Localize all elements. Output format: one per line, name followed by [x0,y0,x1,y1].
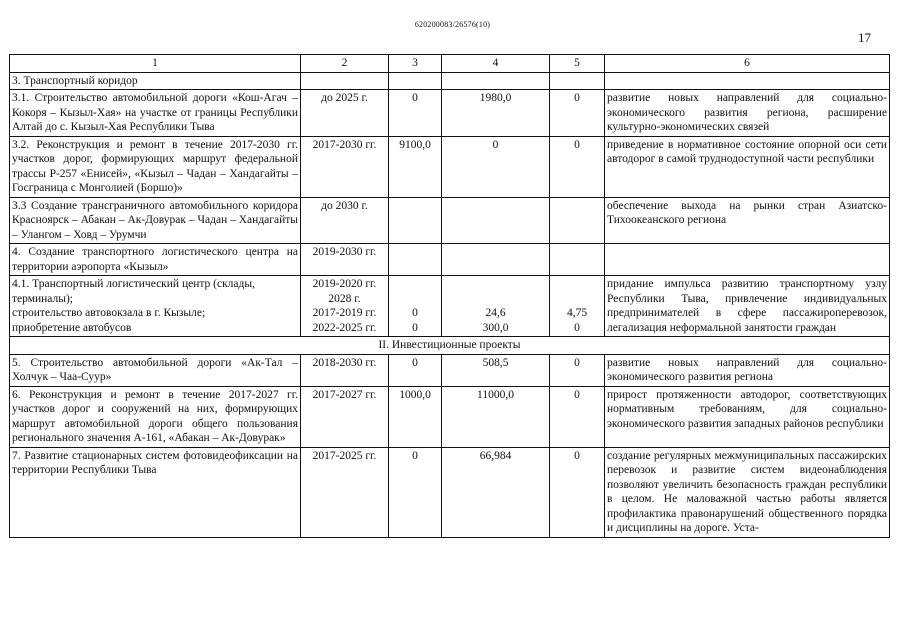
project-period: 2019-2030 гг. [301,244,389,276]
project-period: 2017-2030 гг. [301,136,389,197]
project-name-part: 4.1. Транспортный логистический центр (склады, терминалы); [12,278,255,305]
cell-value: 0 [550,136,605,197]
value-part: 300,0 [482,321,509,334]
project-result: прирост протяженности автодорог, соответствующих нормативным требованиям, для социально-экономического развития западных районов республики [605,386,890,447]
cell-value: 1980,0 [442,90,550,137]
projects-table [9,54,890,538]
project-result: придание импульса развитию транспортному узлу Республики Тыва, привлечение индивидуальных предпринимателей в сфере пассажироперевозок, легализация неформальной занятости граждан [605,276,890,337]
cell-value [550,197,605,244]
value-part: 24,6 [485,307,506,319]
table-row [10,337,890,355]
period-part: 2028 г. [328,292,361,305]
column-header: 1 [10,55,301,73]
column-header: 5 [550,55,605,73]
period-part: 2019-2020 гг. [312,278,377,290]
project-period: до 2025 г. [301,90,389,137]
table-row [10,72,890,90]
table-row [10,447,890,537]
table-row [10,136,890,197]
cell-value [389,197,442,244]
cell-value: 0 [389,90,442,137]
project-result: приведение в нормативное состояние опорной оси сети автодорог в самой труднодоступной части республики [605,136,890,197]
table-row [10,244,890,276]
cell-value: 0 [550,447,605,537]
cell-value: 508,5 [442,354,550,386]
cell-value: 0 [389,354,442,386]
column-header: 2 [301,55,389,73]
project-period: 2017-2027 гг. [301,386,389,447]
table-header-row [10,55,890,73]
page-number: 17 [858,30,871,45]
project-period: до 2030 г. [301,197,389,244]
project-period [301,276,389,337]
cell-value: 0 [442,136,550,197]
value-part: 4,75 [566,307,588,319]
project-name: 3.1. Строительство автомобильной дороги «Кош-Агач – Кокоря – Кызыл-Хая» на участке от границы Республики Алтай до с. Кызыл-Хая Республики Тыва [10,90,301,137]
cell-value: 0 [389,447,442,537]
project-name: 3.3 Создание трансграничного автомобильного коридора Красноярск – Абакан – Ак-Довурак – Чадан – Хандагайты – Улангом – Ховд – Урумчи [10,197,301,244]
period-part: 2022-2025 гг. [312,321,377,334]
project-name: 5. Строительство автомобильной дороги «Ак-Тал – Холчук – Чаа-Суур» [10,354,301,386]
column-header: 4 [442,55,550,73]
table-row [10,276,890,337]
period-part: 2017-2019 гг. [312,307,377,319]
cell-value: 9100,0 [389,136,442,197]
value-part: 0 [412,307,418,319]
cell-value: 66,984 [442,447,550,537]
project-result: обеспечение выхода на рынки стран Азиатско-Тихоокеанского региона [605,197,890,244]
cell-value [442,197,550,244]
project-period: 2017-2025 гг. [301,447,389,537]
table-row [10,386,890,447]
table-row [10,197,890,244]
cell-value [442,276,550,337]
value-part: 0 [412,321,418,334]
cell-value: 0 [550,90,605,137]
project-name: 6. Реконструкция и ремонт в течение 2017-2027 гг. участков дорог и сооружений на них, формирующих маршрут автомобильной дороги общего пользования регионального значения А-161, «Абакан – Ак-Довурак» [10,386,301,447]
project-name: 4. Создание транспортного логистического центра на территории аэропорта «Кызыл» [10,244,301,276]
cell-value [389,276,442,337]
project-result: развитие новых направлений для социально-экономического развития региона [605,354,890,386]
project-name [10,276,301,337]
cell-value [550,276,605,337]
project-name-part: строительство автовокзала в г. Кызыле; [12,307,206,319]
table-row [10,90,890,137]
cell-value: 11000,0 [442,386,550,447]
project-name-part: приобретение автобусов [12,321,132,334]
column-header: 6 [605,55,890,73]
value-part: 0 [574,321,580,334]
cell-value: 1000,0 [389,386,442,447]
table-row [10,354,890,386]
cell-value: 0 [550,354,605,386]
project-name: 7. Развитие стационарных систем фотовидеофиксации на территории Республики Тыва [10,447,301,537]
section-title: II. Инвестиционные проекты [10,337,890,355]
project-period: 2018-2030 гг. [301,354,389,386]
column-header: 3 [389,55,442,73]
project-result: создание регулярных межмуниципальных пассажирских перевозок и развитие систем видеонаблюдения позволяют увеличить безопасность граждан республики в целом. Не маловажной частью работы является профилактика правонарушений общественного порядка и дисциплины на дороге. Уста- [605,447,890,537]
project-result: развитие новых направлений для социально-экономического развития региона, расширение культурно-экономических связей [605,90,890,137]
section-title: 3. Транспортный коридор [10,72,301,90]
project-name: 3.2. Реконструкция и ремонт в течение 2017-2030 гг. участков дорог, формирующих маршрут федеральной трассы Р-257 «Енисей», «Кызыл – Чадан – Хандагайты – Госграница с Монголией (Боршо)» [10,136,301,197]
document-id: 620200083/26576(10) [414,20,491,29]
cell-value: 0 [550,386,605,447]
